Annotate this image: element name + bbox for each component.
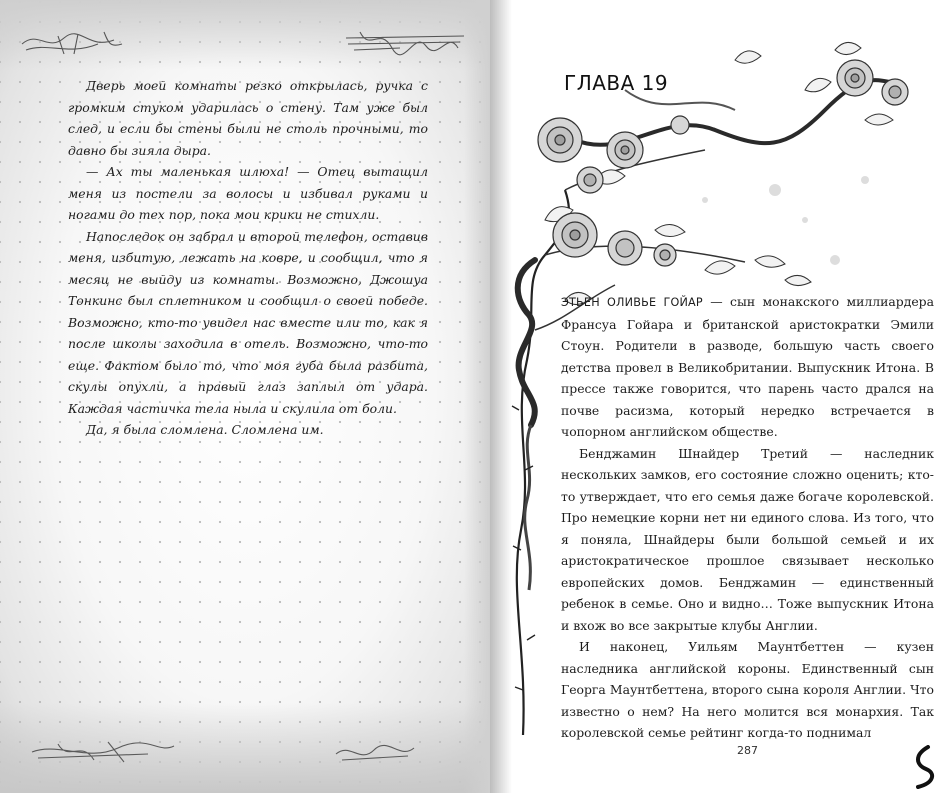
- left-paragraph-1: Дверь моей комнаты резко открылась, ручка с громким стуком ударилась о стену. Там уже был след, и если бы стены были не столь прочными, то давно бы зияла дыра.: [68, 78, 428, 158]
- scribble-bottom-right-icon: [330, 736, 420, 772]
- page-number: 287: [737, 744, 758, 757]
- scribble-top-left-icon: [18, 22, 128, 62]
- right-paragraph-1: [561, 291, 934, 443]
- left-paragraph-4: Да, я была сломлена. Сломлена им.: [86, 422, 324, 437]
- right-paragraph-2: Бенджамин Шнайдер Третий — наследник нескольких замков, его состояние сложно оценить; кто-то утверждает, что его семья даже богаче королевской. Про немецкие корни нет ни единого слова. Из того, что я поняла, Шнайдеры были большой семьей и их аристократическое прошлое связывает несколько европейских домов. Бенджамин — единственный ребенок в семье. Оно и видно… Тоже выпускник Итона и вхож во все закрытые клубы Англии.: [561, 445, 934, 633]
- lead-name: ЭТЬЕН ОЛИВЬЕ ГОЙАР: [561, 296, 703, 309]
- left-page-text: [68, 75, 428, 441]
- chapter-title: ГЛАВА 19: [564, 71, 669, 95]
- scribble-bottom-left-icon: [28, 732, 178, 772]
- right-paragraph-3: И наконец, Уильям Маунтбеттен — кузен наследника английской короны. Единственный сын Георга Маунтбеттена, второго сына короля Англии. Что известно о нем? На него молится вся монархия. Так королевской семье рейтинг когда-то поднимал: [561, 639, 934, 740]
- left-paragraph-2: — Ах ты маленькая шлюха! — Отец вытащил меня из постели за волосы и избивал руками и ногами до тех пор, пока мои крики не стихли.: [68, 164, 428, 222]
- right-page-text: [561, 291, 934, 744]
- left-paragraph-3: Напоследок он забрал и второй телефон, оставив меня, избитую, лежать на ковре, и сообщил, что я месяц не выйду из комнаты. Возможно, Джошуа Тонкинс был сплетником и сообщил о своей победе. Возможно, кто-то увидел нас вместе или то, как я после школы заходила в отель. Возможно, что-то еще. Фактом было то, что моя губа была разбита, скулы опухли, а правый глаз заплыл от удара. Каждая частичка тела ныла и скулила от боли.: [68, 228, 428, 416]
- lead-rest: — сын монакского миллиардера Франсуа Гойара и британской аристократки Эмили Стоун. Родители в разводе, большую часть своего детства провел в Великобритании. Выпускник Итона. В прессе также говорится, что парень часто дрался на почве расизма, который нередко встречается в чопорном английском обществе.: [561, 294, 934, 439]
- scribble-top-right-icon: [340, 22, 470, 62]
- left-page-gutter-shade: [464, 0, 490, 793]
- corner-curl-icon: [910, 745, 940, 789]
